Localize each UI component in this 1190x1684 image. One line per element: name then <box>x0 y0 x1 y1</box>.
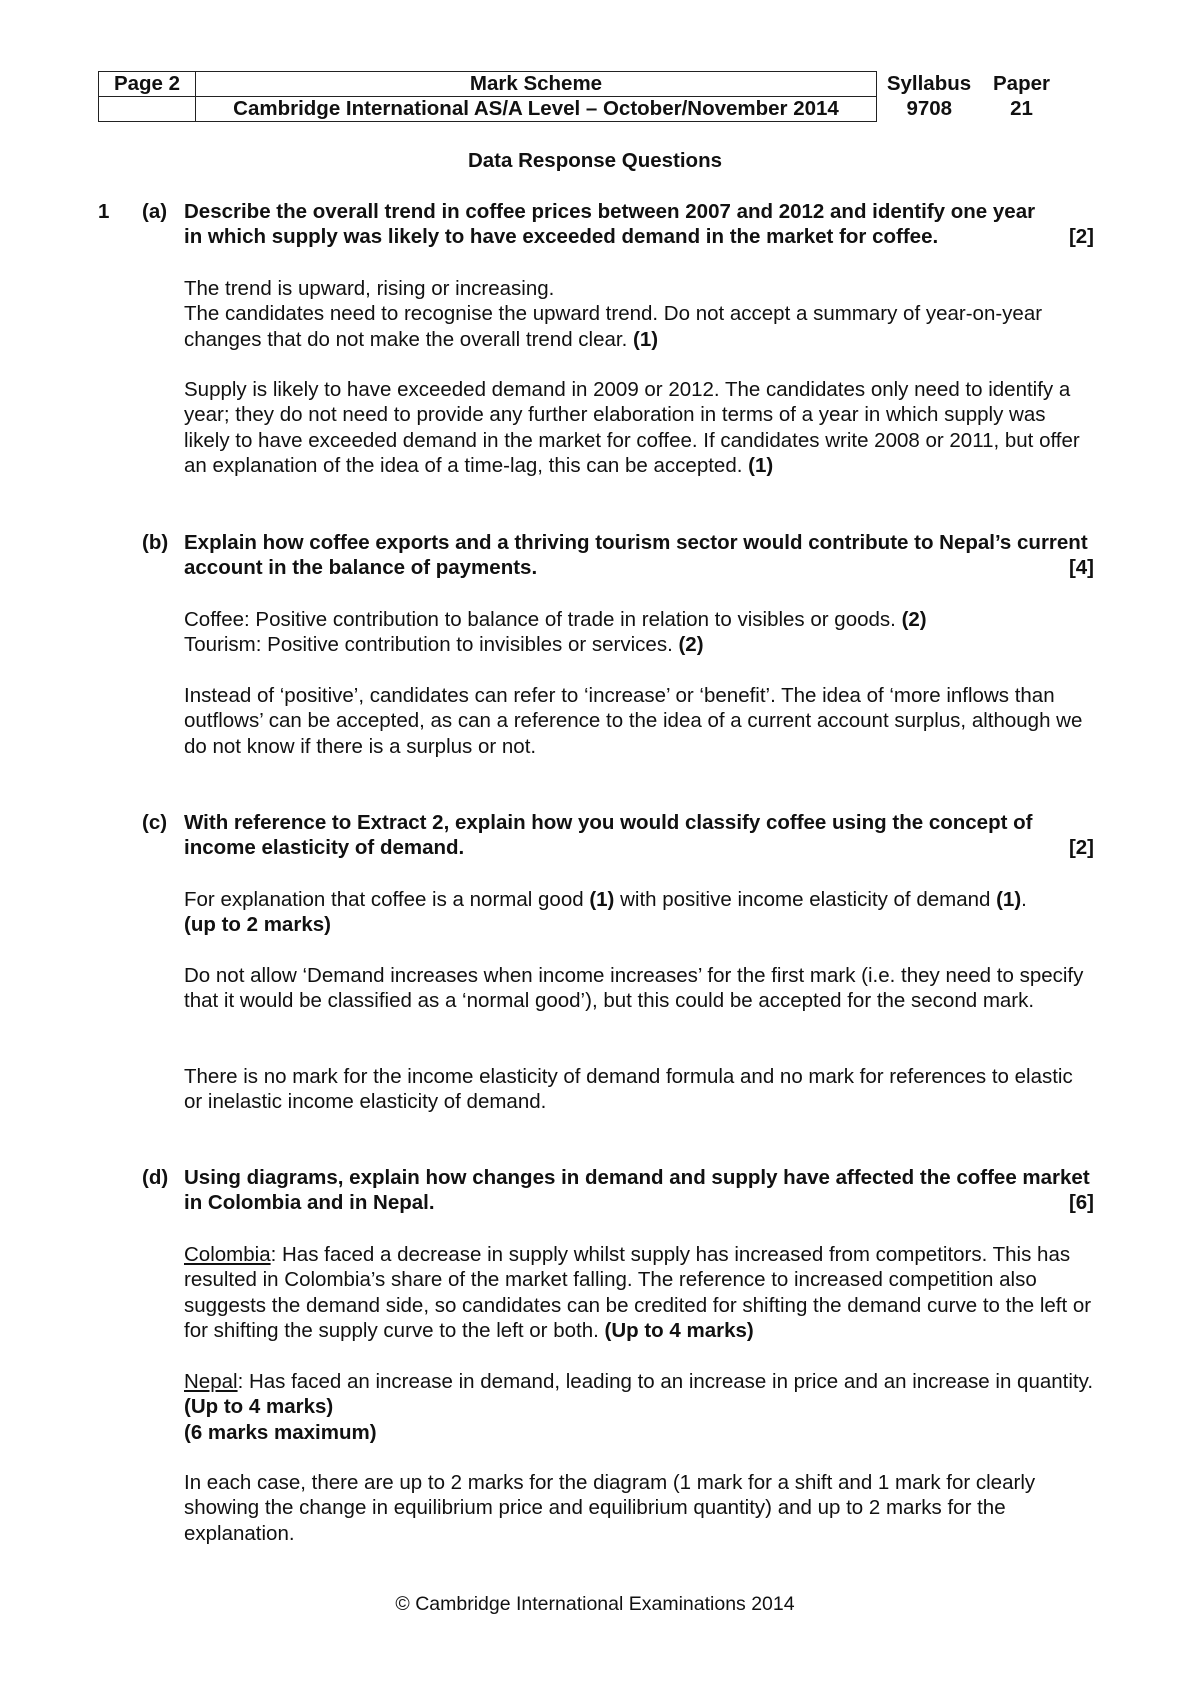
part-a-trend-line: The trend is upward, rising or increasing. <box>184 277 555 300</box>
part-c-question <box>184 810 1094 861</box>
mark-scheme-label: Mark Scheme <box>196 72 877 97</box>
part-a-mark-1: (1) <box>633 327 659 351</box>
part-d-nepal-label: Nepal <box>184 1370 238 1393</box>
part-d-diagram-paragraph: In each case, there are up to 2 marks for the diagram (1 mark for a shift and 1 mark for clearly showing the change in equilibrium price and equilibrium quantity) and up to 2 marks for the explanation. <box>184 1471 1036 1545</box>
part-a-mark-2: (1) <box>748 454 774 478</box>
part-a-question <box>184 199 1050 250</box>
copyright-footer: © Cambridge International Examinations 2014 <box>395 1593 795 1615</box>
part-d-max-mark: (6 marks maximum) <box>184 1420 377 1444</box>
part-d-nepal <box>184 1369 1094 1445</box>
header-table <box>98 71 1062 122</box>
syllabus-label: Syllabus <box>886 72 972 95</box>
part-b-tourism-mark: (2) <box>678 633 704 657</box>
part-d-nepal-text: : Has faced an increase in demand, leading to an increase in price and an increase in quantity. <box>237 1370 1094 1393</box>
part-c-do-not-allow: Do not allow ‘Demand increases when income increases’ for the first mark (i.e. they need to specify that it would be classified as a ‘normal good’), but this could be accepted for the second mark. <box>184 964 1084 1013</box>
part-a-question-text: Describe the overall trend in coffee prices between 2007 and 2012 and identify one year in which supply was likely to have exceeded demand in the market for coffee. <box>184 200 1036 249</box>
part-d-question <box>184 1165 1094 1216</box>
empty-cell <box>99 97 196 122</box>
part-a-supply-paragraph <box>184 377 1094 479</box>
part-c-question-text: With reference to Extract 2, explain how you would classify coffee using the concept of income elasticity of demand. <box>184 811 1033 860</box>
part-b-positive-paragraph: Instead of ‘positive’, candidates can refer to ‘increase’ or ‘benefit’. The idea of ‘more inflows than outflows’ can be accepted, as can a reference to the idea of a current account surplus, although we do not know if there is a surplus or not. <box>184 684 1083 758</box>
question-number: 1 <box>98 200 110 223</box>
part-a-trend-explanation-text: The candidates need to recognise the upward trend. Do not accept a summary of year-on-year changes that do not make the overall trend clear. <box>184 302 1043 351</box>
paper-value: 21 <box>1010 97 1033 120</box>
part-c-no-mark: There is no mark for the income elasticity of demand formula and no mark for references to elastic or inelastic income elasticity of demand. <box>184 1065 1073 1114</box>
part-a-trend-explanation <box>184 301 1094 352</box>
part-b-coffee-line <box>184 607 1094 632</box>
part-b-answer-2 <box>184 683 1094 759</box>
part-d-colombia-label: Colombia <box>184 1243 271 1266</box>
part-b-coffee-mark: (2) <box>901 608 927 631</box>
part-c-up-to: (up to 2 marks) <box>184 913 331 937</box>
part-d-colombia-paragraph <box>184 1242 1094 1344</box>
part-d-diagram-note <box>184 1470 1094 1546</box>
part-c-answer-3 <box>184 1064 1094 1115</box>
paper-label: Paper <box>993 72 1050 95</box>
page-number: Page 2 <box>99 72 196 97</box>
part-b-answer-1 <box>184 607 1094 658</box>
syllabus-value: 9708 <box>906 97 953 120</box>
part-c-elasticity-text: with positive income elasticity of demand <box>620 888 991 911</box>
part-d-label: (d) <box>142 1166 169 1189</box>
part-c-answer-2 <box>184 963 1094 1014</box>
part-b-label: (b) <box>142 531 169 554</box>
part-a-marks: [2] <box>1068 225 1094 248</box>
section-title: Data Response Questions <box>467 149 723 172</box>
part-c-mark-2: (1) <box>996 888 1022 911</box>
part-b-tourism-line <box>184 632 1094 657</box>
part-d-colombia-mark: (Up to 4 marks) <box>604 1319 754 1343</box>
part-b-coffee-text: Coffee: Positive contribution to balance of trade in relation to visibles or goods. <box>184 608 896 631</box>
part-b-question-text: Explain how coffee exports and a thriving tourism sector would contribute to Nepal’s current account in the balance of payments. <box>184 531 1088 580</box>
part-c-marks: [2] <box>1068 836 1094 859</box>
part-c-normal-good-text: For explanation that coffee is a normal good <box>184 888 584 911</box>
part-d-nepal-paragraph <box>184 1369 1094 1420</box>
part-d-marks: [6] <box>1068 1191 1094 1214</box>
part-c-answer-1 <box>184 887 1094 938</box>
part-a-label: (a) <box>142 200 168 223</box>
part-b-marks: [4] <box>1068 556 1094 579</box>
part-a-answer-1 <box>184 276 1094 352</box>
part-d-question-text: Using diagrams, explain how changes in demand and supply have affected the coffee market in Colombia and in Nepal. <box>184 1166 1090 1215</box>
part-b-question <box>184 530 1094 581</box>
part-d-colombia <box>184 1242 1094 1344</box>
part-a-answer-2 <box>184 377 1094 479</box>
part-c-normal-good-line <box>184 887 1094 912</box>
part-c-period: . <box>1021 888 1027 911</box>
part-c-mark-1: (1) <box>589 888 615 911</box>
part-d-nepal-mark: (Up to 4 marks) <box>184 1395 334 1419</box>
part-b-tourism-text: Tourism: Positive contribution to invisibles or services. <box>184 633 673 657</box>
qualification-title: Cambridge International AS/A Level – October/November 2014 <box>196 97 877 122</box>
part-c-label: (c) <box>142 811 168 834</box>
part-a-supply-text: Supply is likely to have exceeded demand in 2009 or 2012. The candidates only need to identify a year; they do not need to provide any further elaboration in terms of a year in which supply was likely to have exceeded demand in the market for coffee. If candidates write 2008 or 2011, but offer an explanation of the idea of a time-lag, this can be accepted. <box>184 378 1080 478</box>
part-d-colombia-text: : Has faced a decrease in supply whilst supply has increased from competitors. This has resulted in Colombia’s share of the market falling. The reference to increased competition also suggests the demand side, so candidates can be credited for shifting the demand curve to the left or for shifting the supply curve to the left or both. <box>184 1243 1092 1343</box>
